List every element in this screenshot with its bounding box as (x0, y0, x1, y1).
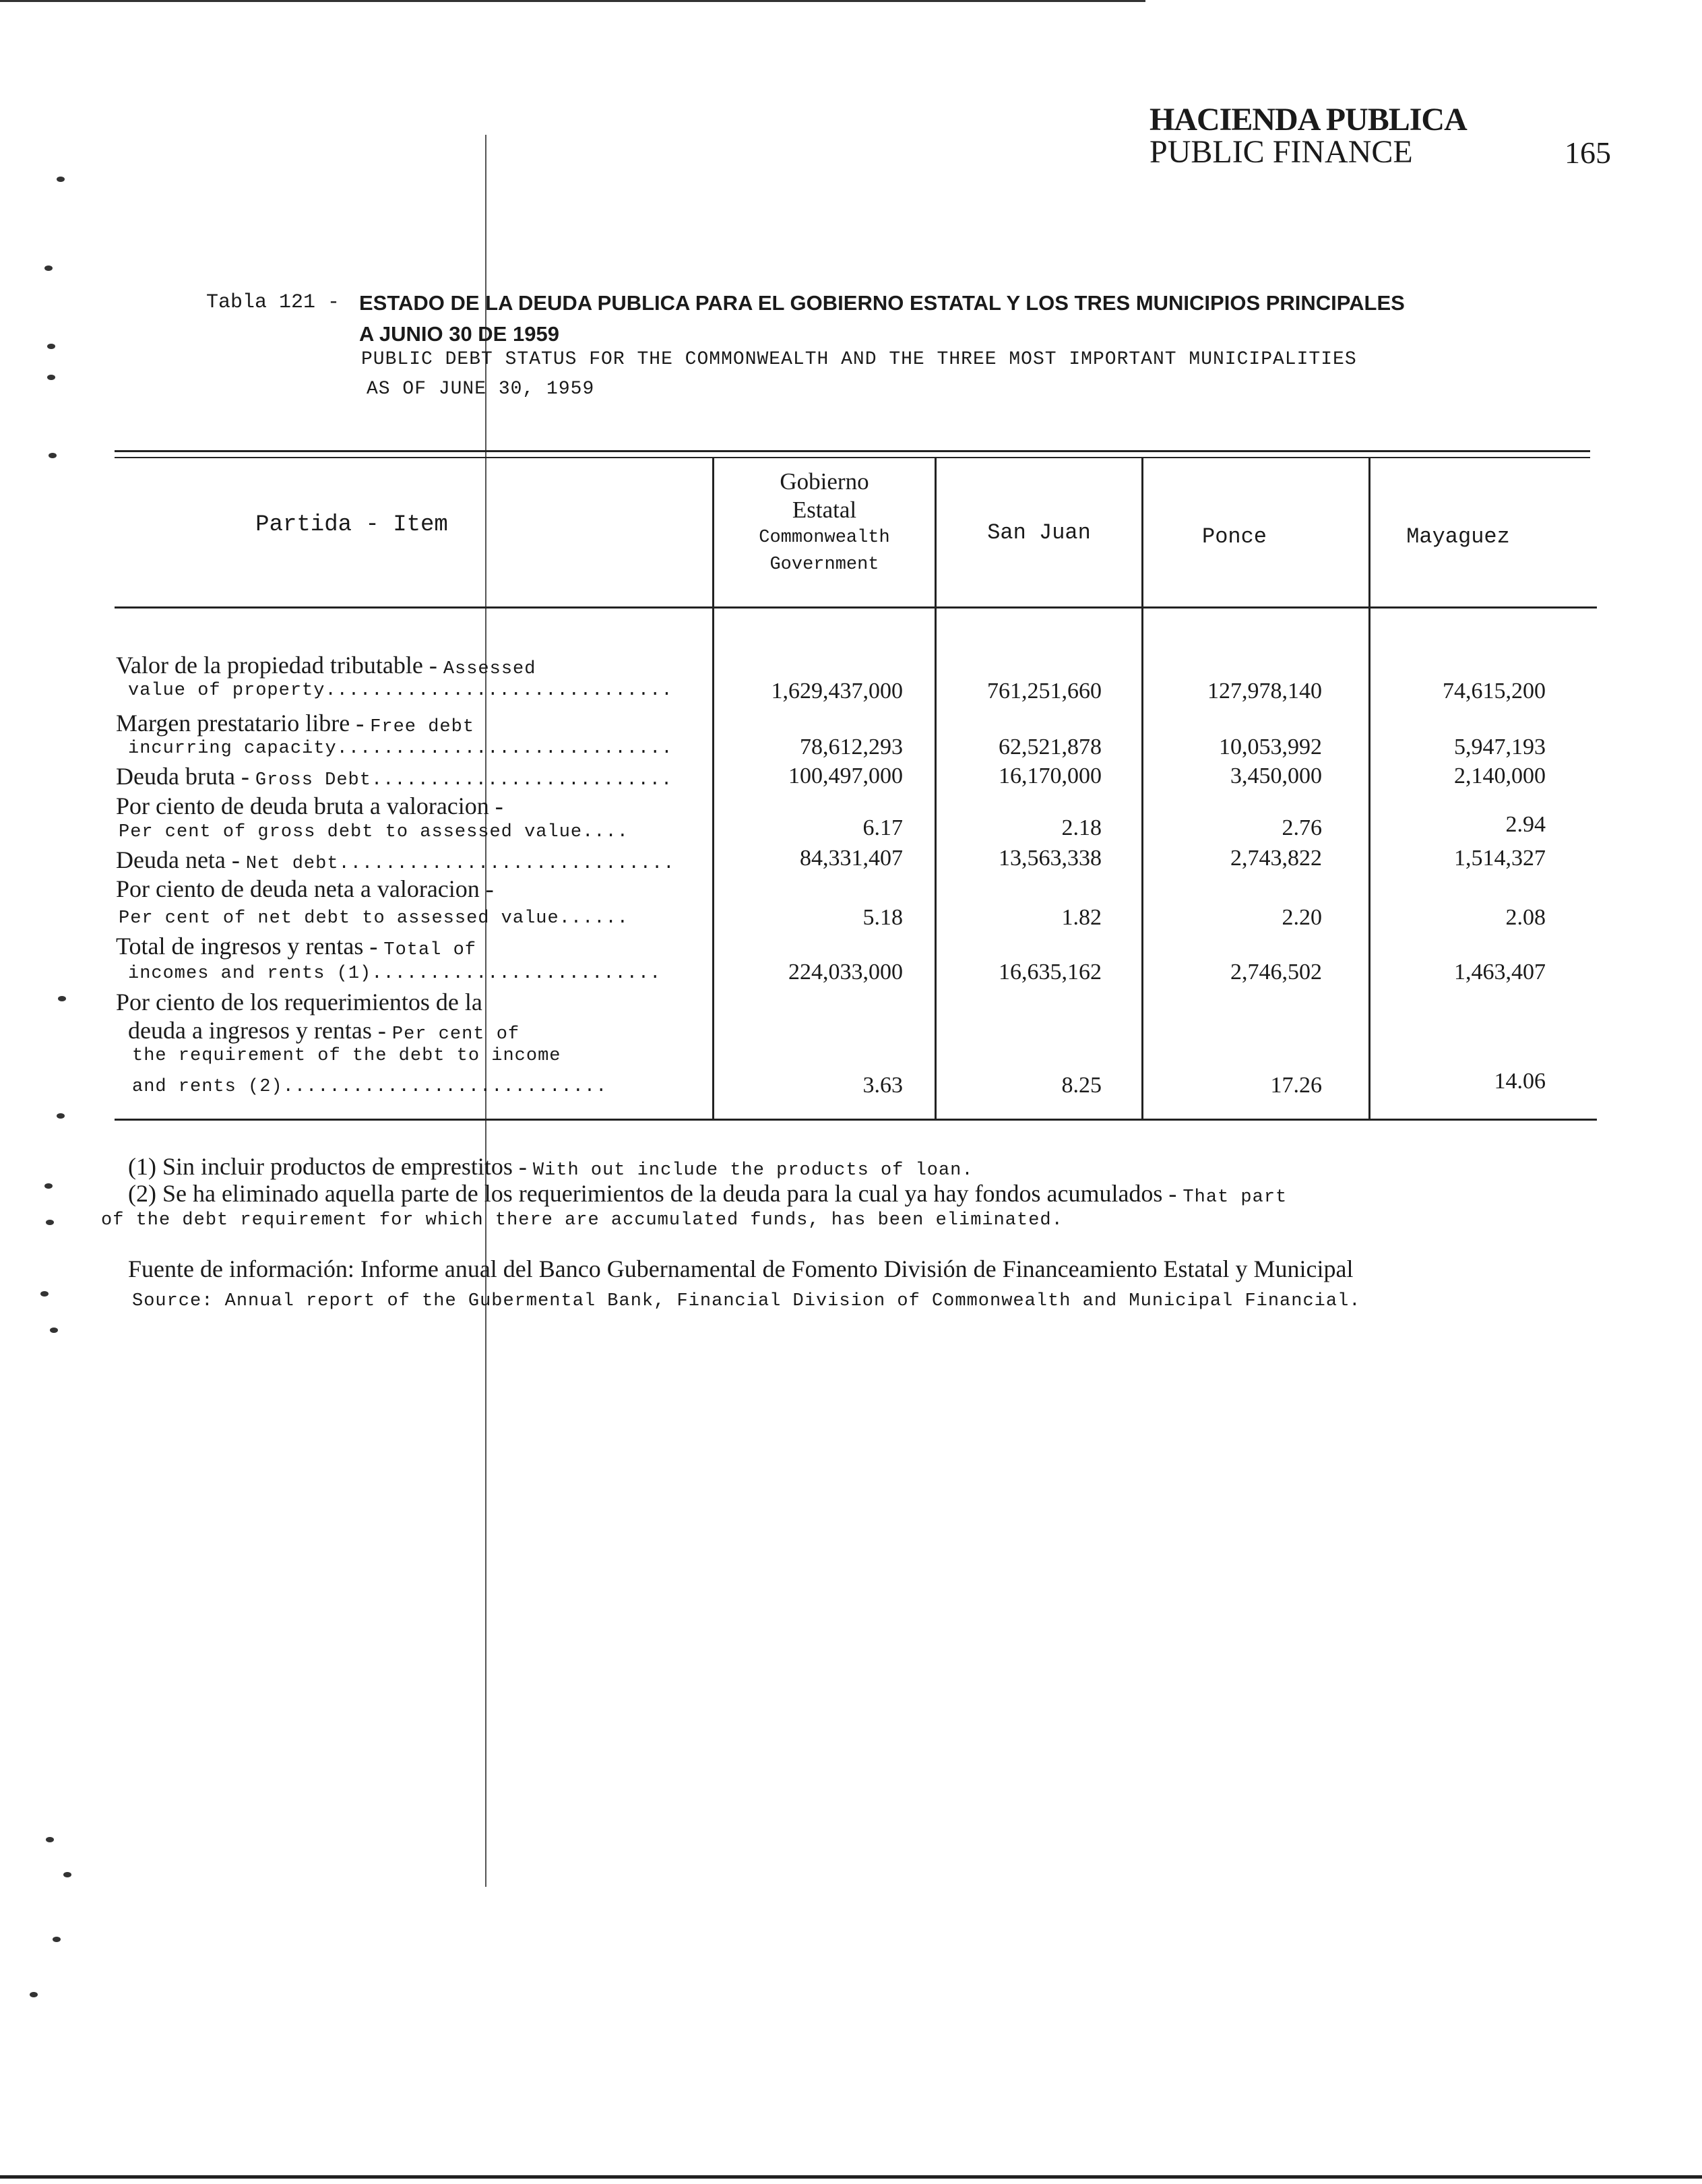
row-label-en: value of property.............................. (128, 681, 673, 701)
header-title-es: HACIENDA PUBLICA (1149, 102, 1467, 137)
row-label-en: Free debt (370, 717, 475, 737)
table-title-es-line1: ESTADO DE LA DEUDA PUBLICA PARA EL GOBIERNO ESTATAL Y LOS TRES MUNICIPIOS PRINCIPALES (359, 291, 1405, 315)
speck (46, 1837, 54, 1842)
speck (49, 453, 57, 458)
column-header-commonwealth (714, 468, 935, 578)
cell-commonwealth: 100,497,000 (788, 763, 903, 788)
cell-san-juan: 761,251,660 (987, 679, 1102, 704)
row-label-es: Por ciento de los requerimientos de la (116, 989, 482, 1016)
row-label-es: Total de ingresos y rentas - (116, 933, 384, 960)
speck (44, 1183, 53, 1189)
cell-commonwealth: 78,612,293 (800, 735, 903, 759)
row-label (116, 846, 674, 874)
cell-mayaguez: 2,140,000 (1454, 763, 1546, 788)
speck (53, 1937, 61, 1942)
footnote-1-es: (1) Sin incluir productos de emprestitos - (128, 1153, 533, 1180)
speck (40, 1291, 49, 1297)
row-label-es: Margen prestatario libre - (116, 710, 371, 737)
table-title-en-line1: PUBLIC DEBT STATUS FOR THE COMMONWEALTH AND THE THREE MOST IMPORTANT MUNICIPALITIES (361, 349, 1357, 370)
cell-ponce: 127,978,140 (1207, 679, 1322, 704)
speck (47, 344, 55, 349)
column-divider (1141, 458, 1143, 1120)
column-divider (935, 458, 937, 1120)
table-top-rule (115, 450, 1590, 452)
speck (57, 1113, 65, 1119)
cell-san-juan: 16,170,000 (999, 763, 1102, 788)
top-border-line (0, 0, 1145, 2)
row-label-en: Assessed (443, 659, 536, 679)
row-label (116, 762, 672, 790)
row-label (116, 709, 474, 737)
footnote-2-es: (2) Se ha eliminado aquella parte de los requerimientos de la deuda para la cual ya hay fondos acumulados - (128, 1180, 1183, 1207)
row-label-en: incurring capacity............................. (128, 739, 673, 759)
footnote-1 (128, 1152, 974, 1181)
table-number: Tabla 121 - (206, 291, 340, 314)
column-header-item: Partida - Item (255, 512, 448, 538)
cell-mayaguez: 5,947,193 (1454, 735, 1546, 759)
cell-mayaguez: 2.08 (1505, 905, 1546, 930)
cell-san-juan: 2.18 (1061, 815, 1102, 840)
row-label-cont (128, 681, 673, 701)
column-header-commonwealth-en-2: Government (769, 555, 879, 575)
row-label-en: the requirement of the debt to income (132, 1046, 561, 1066)
cell-san-juan: 16,635,162 (999, 960, 1102, 985)
footnote-2-cont (101, 1210, 1063, 1230)
row-label-cont (132, 1077, 607, 1097)
row-label (116, 792, 503, 820)
speck (44, 266, 53, 271)
column-header-commonwealth-es-1: Gobierno (780, 468, 869, 495)
cell-ponce: 10,053,992 (1219, 735, 1322, 759)
row-label-en: Gross Debt.......................... (255, 770, 673, 790)
footnote-2-en: That part (1183, 1187, 1288, 1208)
cell-commonwealth: 5.18 (862, 905, 903, 930)
cell-ponce: 2,746,502 (1230, 960, 1322, 985)
column-header-commonwealth-en-1: Commonwealth (759, 528, 890, 548)
cell-ponce: 2,743,822 (1230, 846, 1322, 871)
speck (47, 375, 55, 380)
speck (46, 1220, 54, 1225)
speck (63, 1872, 71, 1877)
row-label-es: Valor de la propiedad tributable - (116, 652, 443, 679)
speck (58, 996, 66, 1001)
row-label (116, 651, 536, 679)
row-label (116, 932, 476, 960)
row-label-cont (119, 908, 629, 929)
row-label-cont (128, 964, 661, 984)
footnote-2 (128, 1179, 1287, 1208)
cell-ponce: 17.26 (1270, 1073, 1322, 1098)
cell-commonwealth: 6.17 (862, 815, 903, 840)
row-label-cont (128, 1016, 519, 1044)
row-label-en: Per cent of gross debt to assessed value.... (119, 822, 629, 842)
row-label-en: Per cent of net debt to assessed value...... (119, 908, 629, 929)
cell-commonwealth: 224,033,000 (788, 960, 903, 985)
row-label-es: Por ciento de deuda bruta a valoracion - (116, 792, 503, 819)
row-label-es: Deuda bruta - (116, 763, 255, 790)
column-divider (1368, 458, 1370, 1120)
cell-mayaguez: 1,514,327 (1454, 846, 1546, 871)
row-label-en: Per cent of (391, 1024, 520, 1044)
row-label-es: Por ciento de deuda neta a valoracion - (116, 875, 494, 902)
footnote-1-en: With out include the products of loan. (532, 1160, 974, 1181)
source-es-text: Fuente de información: Informe anual del Banco Gubernamental de Fomento División de Financeamiento Estatal y Municipal (128, 1255, 1354, 1282)
header-bottom-rule (115, 606, 1597, 609)
row-label-en: Net debt............................. (245, 854, 675, 874)
cell-ponce: 2.20 (1282, 905, 1322, 930)
row-label-es: deuda a ingresos y rentas - (128, 1017, 392, 1044)
source-en (132, 1291, 1360, 1311)
cell-san-juan: 1.82 (1061, 905, 1102, 930)
cell-san-juan: 62,521,878 (999, 735, 1102, 759)
speck (30, 1992, 38, 1997)
source-en-text: Source: Annual report of the Gubermental Bank, Financial Division of Commonwealth and Municipal Financial. (132, 1291, 1361, 1311)
source-es (128, 1255, 1354, 1283)
cell-commonwealth: 84,331,407 (800, 846, 903, 871)
cell-commonwealth: 1,629,437,000 (771, 679, 903, 704)
cell-mayaguez: 14.06 (1494, 1069, 1546, 1094)
table-title-es-line2: A JUNIO 30 DE 1959 (359, 322, 559, 346)
row-label-es: Deuda neta - (116, 846, 246, 873)
cell-ponce: 2.76 (1282, 815, 1322, 840)
cell-ponce: 3,450,000 (1230, 763, 1322, 788)
row-label-en: Total of (383, 940, 476, 960)
column-header-san-juan: San Juan (987, 520, 1091, 545)
table-bottom-rule (115, 1119, 1597, 1121)
column-header-commonwealth-es-2: Estatal (792, 497, 857, 523)
speck (50, 1328, 58, 1333)
cell-mayaguez: 1,463,407 (1454, 960, 1546, 985)
row-label (116, 875, 494, 903)
row-label-en: incomes and rents (1)......................... (128, 964, 662, 984)
page-number: 165 (1565, 135, 1611, 170)
row-label-en: and rents (2)............................ (132, 1077, 608, 1097)
cell-san-juan: 8.25 (1061, 1073, 1102, 1098)
row-label-cont (119, 822, 629, 842)
table-title-en-line2: AS OF JUNE 30, 1959 (367, 379, 595, 400)
row-label (116, 988, 482, 1016)
speck (57, 177, 65, 182)
cell-commonwealth: 3.63 (862, 1073, 903, 1098)
bottom-border-line (0, 2175, 1702, 2179)
column-header-mayaguez: Mayaguez (1406, 524, 1510, 549)
row-label-cont (132, 1046, 561, 1066)
header-title-en: PUBLIC FINANCE (1149, 134, 1413, 170)
cell-mayaguez: 2.94 (1505, 812, 1546, 837)
cell-mayaguez: 74,615,200 (1443, 679, 1546, 704)
column-header-ponce: Ponce (1201, 524, 1267, 549)
footnote-2-en-cont: of the debt requirement for which there are accumulated funds, has been eliminated. (101, 1210, 1063, 1230)
cell-san-juan: 13,563,338 (999, 846, 1102, 871)
row-label-cont (128, 739, 673, 759)
